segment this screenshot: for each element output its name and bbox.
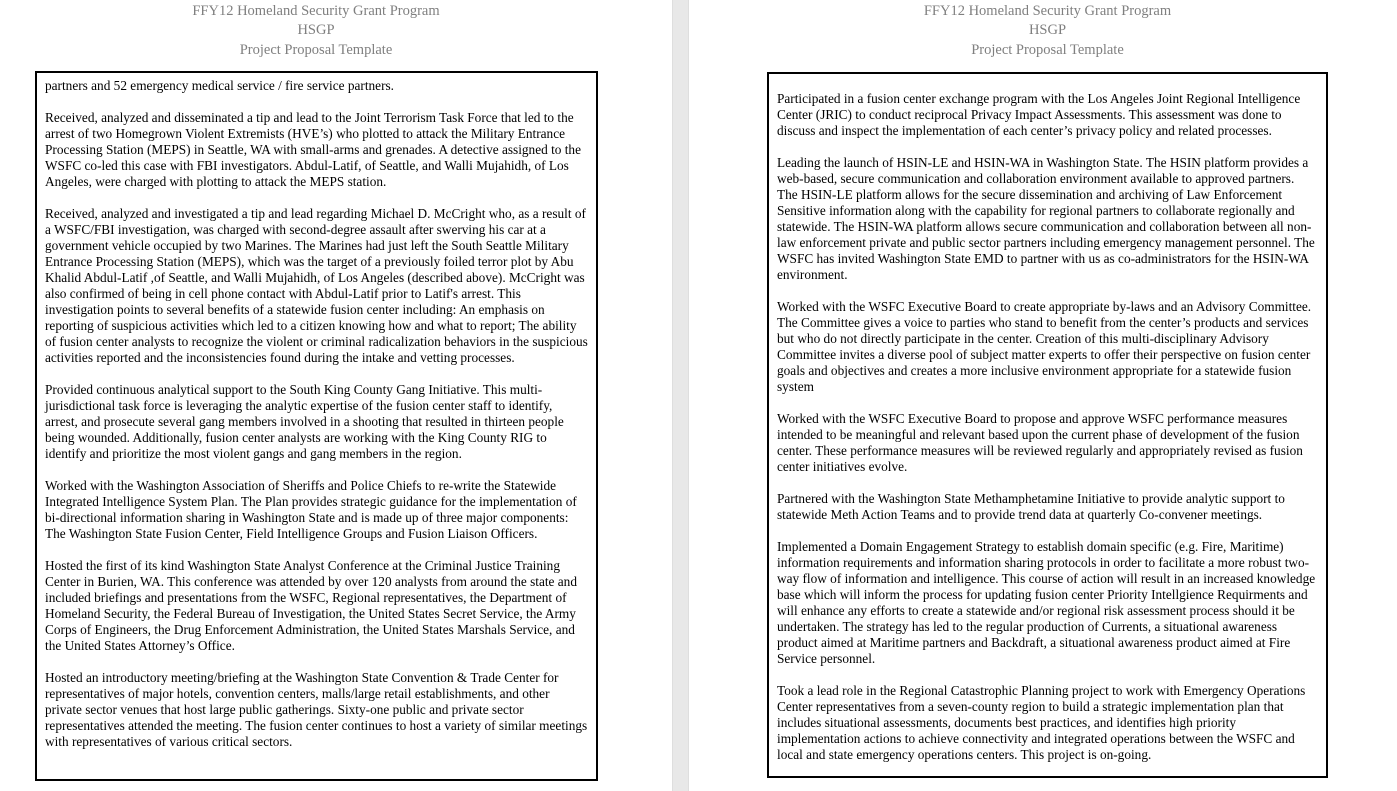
- paragraph: Received, analyzed and disseminated a tip and lead to the Joint Terrorism Task Force that led to the arrest of two Homegrown Violent Extremists (HVE’s) who plotted to attack the Military Entrance Processing Station (MEPS) in Seattle, WA with small-arms and grenades. A detective assigned to the WSFC co-led this case with FBI investigators. Abdul-Latif, of Seattle, and Walli Mujahidh, of Los Angeles, were charged with plotting to attack the MEPS station.: [45, 110, 581, 189]
- paragraph: Implemented a Domain Engagement Strategy to establish domain specific (e.g. Fire, Maritime) information requirements and information sharing protocols in order to facilitate a more robust two-way flow of information and intelligence. This course of action will result in an increased knowledge base which will inform the process for updating fusion center Priority Intellgience Requirments and will enhance any efforts to create a statewide and/or regional risk assessment process should it be undertaken. The strategy has led to the regular production of Currents, a situational awareness product aimed at Maritime partners and Backdraft, a situational awareness product aimed at Fire Service personnel.: [777, 539, 1316, 666]
- page-header-left: [35, 2, 597, 60]
- paragraph: Hosted the first of its kind Washington State Analyst Conference at the Criminal Justice Training Center in Burien, WA. This conference was attended by over 120 analysts from around the state and included briefings and presentations from the WSFC, Regional representatives, the Department of Homeland Security, the Federal Bureau of Investigation, the United States Secret Service, the Army Corps of Engineers, the Drug Enforcement Administration, the United States Marshals Service, and the United States Attorney’s Office.: [45, 558, 577, 653]
- paragraph: Took a lead role in the Regional Catastrophic Planning project to work with Emergency Operations Center representatives from a seven-county region to build a strategic implementation plan that includes situational assessments, documents best practices, and identifies high priority implementation actions to achieve connectivity and integrated operations between the WSFC and local and state emergency operations centers. This project is on-going.: [777, 683, 1306, 762]
- paragraph: Worked with the Washington Association of Sheriffs and Police Chiefs to re-write the Statewide Integrated Intelligence System Plan. The Plan provides strategic guidance for the implementation of bi-directional information sharing in Washington State and is made up of three major components: The Washington State Fusion Center, Field Intelligence Groups and Fusion Liaison Officers.: [45, 478, 577, 541]
- paragraph: Participated in a fusion center exchange program with the Los Angeles Joint Regional Intelligence Center (JRIC) to conduct reciprocal Privacy Impact Assessments. This assessment was done to discuss and inspect the implementation of each center’s privacy policy and related processes.: [777, 91, 1301, 138]
- page-separator: [672, 0, 689, 791]
- header-template-line: Project Proposal Template: [971, 41, 1124, 58]
- paragraph: Partnered with the Washington State Methamphetamine Initiative to provide analytic support to statewide Meth Action Teams and to provide trend data at quarterly Co-convener meetings.: [777, 491, 1285, 522]
- text-box-right: [767, 72, 1328, 778]
- paragraph: Hosted an introductory meeting/briefing at the Washington State Convention & Trade Center for representatives of major hotels, convention centers, malls/large retail establishments, and other private sector venues that host large public gatherings. Sixty-one public and private sector representatives attended the meeting. The fusion center continues to host a variety of similar meetings with representatives of various critical sectors.: [45, 670, 588, 749]
- header-title-line: FFY12 Homeland Security Grant Program: [192, 3, 440, 19]
- paragraph: partners and 52 emergency medical service / fire service partners.: [45, 78, 395, 93]
- paragraph: Received, analyzed and investigated a tip and lead regarding Michael D. McCright who, as a result of a WSFC/FBI investigation, was charged with second-degree assault after swerving his car at a government vehicle occupied by two Marines. The Marines had just left the South Seattle Military Entrance Processing Station (MEPS), which was the target of a previously foiled terror plot by Abu Khalid Abdul-Latif ,of Seattle, and Walli Mujahidh, of Los Angeles (described above). McCright was also confirmed of being in cell phone contact with Abdul-Latif prior to Latif's arrest. This investigation points to several benefits of a statewide fusion center including: An emphasis on reporting of suspicious activities which led to a citizen knowing how and what to report; The ability of fusion center analysts to recognize the violent or criminal radicalization behaviors in the suspicious activities reported and the inconsistencies found during the intake and vetting processes.: [45, 206, 588, 365]
- header-template-line: Project Proposal Template: [239, 41, 393, 58]
- paragraph: Worked with the WSFC Executive Board to create appropriate by-laws and an Advisory Committee. The Committee gives a voice to parties who stand to benefit from the center’s products and services but who do not directly participate in the center. Creation of this multi-disciplinary Advisory Committee invites a diverse pool of subject matter experts to offer their perspective on fusion center goals and objectives and creates a more inclusive environment appropriate for a statewide fusion system: [777, 299, 1312, 394]
- paragraph: Worked with the WSFC Executive Board to propose and approve WSFC performance measures intended to be meaningful and relevant based upon the current phase of development of the fusion center. These performance measures will be reviewed regularly and appropriately revised as fusion center initiatives evolve.: [777, 411, 1303, 474]
- page-header-right: [768, 2, 1327, 60]
- paragraph: Provided continuous analytical support to the South King County Gang Initiative. This multi-jurisdictional task force is leveraging the analytic expertise of the fusion center staff to identify, arrest, and prosecute several gang members involved in a shooting that resulted in thirteen people being wounded. Additionally, fusion center analysts are working with the King County RIG to identify and prioritize the most violent gangs and gang members in the region.: [45, 382, 564, 461]
- text-box-left: [35, 71, 598, 781]
- header-program-line: HSGP: [297, 22, 335, 39]
- paragraph: Leading the launch of HSIN-LE and HSIN-WA in Washington State. The HSIN platform provides a web-based, secure communication and collaboration environment available to approved partners. The HSIN-LE platform allows for the secure dissemination and archiving of Law Enforcement Sensitive information along with the capability for regional partners to collaborate regionally and statewide. The HSIN-WA platform allows secure communication and collaboration between all non-law enforcement private and public sector partners including emergency management personnel. The WSFC has invited Washington State EMD to partner with us as co-administrators for the HSIN-WA environment.: [777, 155, 1315, 282]
- header-program-line: HSGP: [1028, 22, 1067, 39]
- header-title-line: FFY12 Homeland Security Grant Program: [923, 3, 1172, 19]
